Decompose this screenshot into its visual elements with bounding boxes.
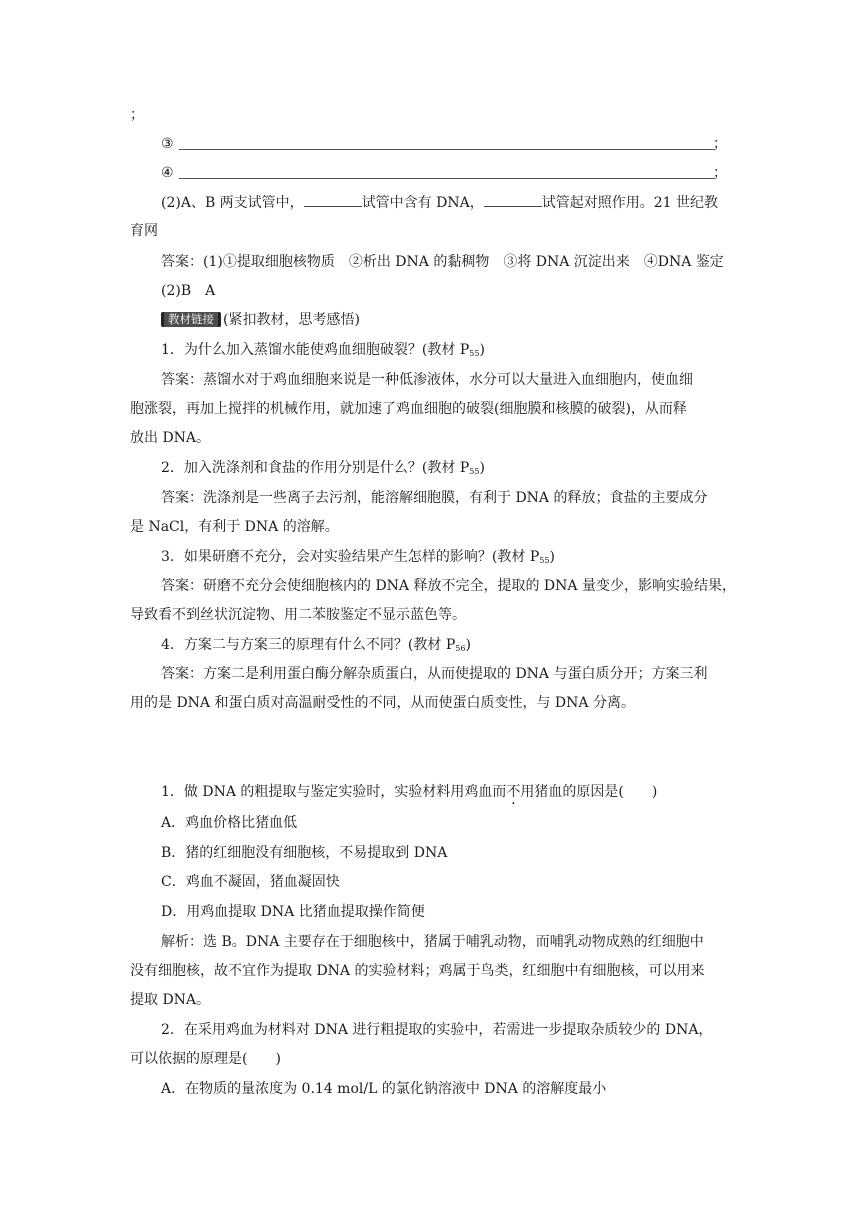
answer-line-2: (2)B A <box>161 283 216 299</box>
link-question-4: 4．方案二与方案三的原理有什么不同？(教材 $P_{56}$) <box>161 637 471 653</box>
link-answer-3-line-1: 答案：研磨不充分会使细胞核内的 DNA 释放不完全，提取的 DNA 量变少，影响实验结果， <box>161 578 736 594</box>
link-answer-1-line-3: 放出 DNA。 <box>130 430 211 446</box>
blank-number: ④ <box>161 165 174 181</box>
link-answer-2-line-1: 答案：洗涤剂是一些离子去污剂，能溶解细胞膜，有利于 DNA 的释放；食盐的主要成分 <box>161 490 708 506</box>
link-answer-2-line-2: 是 NaCl，有利于 DNA 的溶解。 <box>130 519 339 535</box>
textbook-link-subtitle: (紧扣教材，思考感悟) <box>223 312 360 328</box>
question-2-wrap: 育网 <box>130 223 158 239</box>
blank-end-semicolon: ； <box>713 165 727 181</box>
question-1-stem: 1．做 DNA 的粗提取与鉴定实验时，实验材料用鸡血而不用猪血的原因是( ) <box>161 784 658 800</box>
question-2-line: (2)A、B 两支试管中， 试管中含有 DNA， 试管起对照作用。21 世纪教 <box>161 192 718 213</box>
blank-underline <box>179 149 715 150</box>
answer-blank[interactable] <box>304 192 362 207</box>
question-2-stem-line-2: 可以依据的原理是( ) <box>130 1051 281 1067</box>
link-answer-1-line-1: 答案：蒸馏水对于鸡血细胞来说是一种低渗液体，水分可以大量进入血细胞内，使血细 <box>161 372 693 388</box>
question-1-option-d[interactable]: D．用鸡血提取 DNA 比猪血提取操作简便 <box>161 904 425 920</box>
answer-blank-4[interactable] <box>161 163 727 183</box>
link-question-1: 1．为什么加入蒸馏水能使鸡血细胞破裂？(教材 $P_{55}$) <box>161 342 485 358</box>
blank-number: ③ <box>161 136 174 152</box>
question-1-analysis-line-2: 没有细胞核，故不宜作为提取 DNA 的实验材料；鸡属于鸟类，红细胞中有细胞核，可以用来 <box>130 963 705 979</box>
question-2-stem-line-1: 2．在采用鸡血为材料对 DNA 进行粗提取的实验中，若需进一步提取杂质较少的 DNA， <box>161 1022 713 1038</box>
question-1-option-b[interactable]: B．猪的红细胞没有细胞核，不易提取到 DNA <box>161 845 448 861</box>
textbook-link-badge: 教材链接 <box>161 312 221 327</box>
link-answer-4-line-1: 答案：方案二是利用蛋白酶分解杂质蛋白，从而使提取的 DNA 与蛋白质分开；方案三利 <box>161 666 708 682</box>
answer-blank-3[interactable] <box>161 134 727 154</box>
question-1-option-c[interactable]: C．鸡血不凝固，猪血凝固快 <box>161 874 340 890</box>
question-1-option-a[interactable]: A．鸡血价格比猪血低 <box>161 815 298 831</box>
link-answer-1-line-2: 胞涨裂，再加上搅拌的机械作用，就加速了鸡血细胞的破裂(细胞膜和核膜的破裂)，从而释 <box>130 401 687 417</box>
textbook-link-header <box>161 310 360 330</box>
blank-end-semicolon: ； <box>713 136 727 152</box>
blank-underline <box>179 178 715 179</box>
link-answer-4-line-2: 用的是 DNA 和蛋白质对高温耐受性的不同，从而使蛋白质变性，与 DNA 分离。 <box>130 695 635 711</box>
answer-blank[interactable] <box>484 192 542 207</box>
question-2-option-a[interactable]: A．在物质的量浓度为 0.14 mol/L 的氯化钠溶液中 DNA 的溶解度最小 <box>161 1081 607 1097</box>
link-question-2: 2．加入洗涤剂和食盐的作用分别是什么？(教材 $P_{55}$) <box>161 460 485 476</box>
emphasis-dot-char: 不 <box>506 784 521 800</box>
link-answer-3-line-2: 导致看不到丝状沉淀物、用二苯胺鉴定不显示蓝色等。 <box>130 607 466 623</box>
question-1-analysis-line-3: 提取 DNA。 <box>130 992 211 1008</box>
answer-line-1: 答案：(1)①提取细胞核物质 ②析出 DNA 的黏稠物 ③将 DNA 沉淀出来 ④DNA 鉴定 <box>161 254 724 270</box>
link-question-3: 3．如果研磨不充分，会对实验结果产生怎样的影响？(教材 $P_{55}$) <box>161 549 555 565</box>
question-1-analysis-line-1: 解析：选 B。DNA 主要存在于细胞核中，猪属于哺乳动物，而哺乳动物成熟的红细胞中 <box>161 934 704 950</box>
leading-semicolon: ； <box>130 107 144 123</box>
